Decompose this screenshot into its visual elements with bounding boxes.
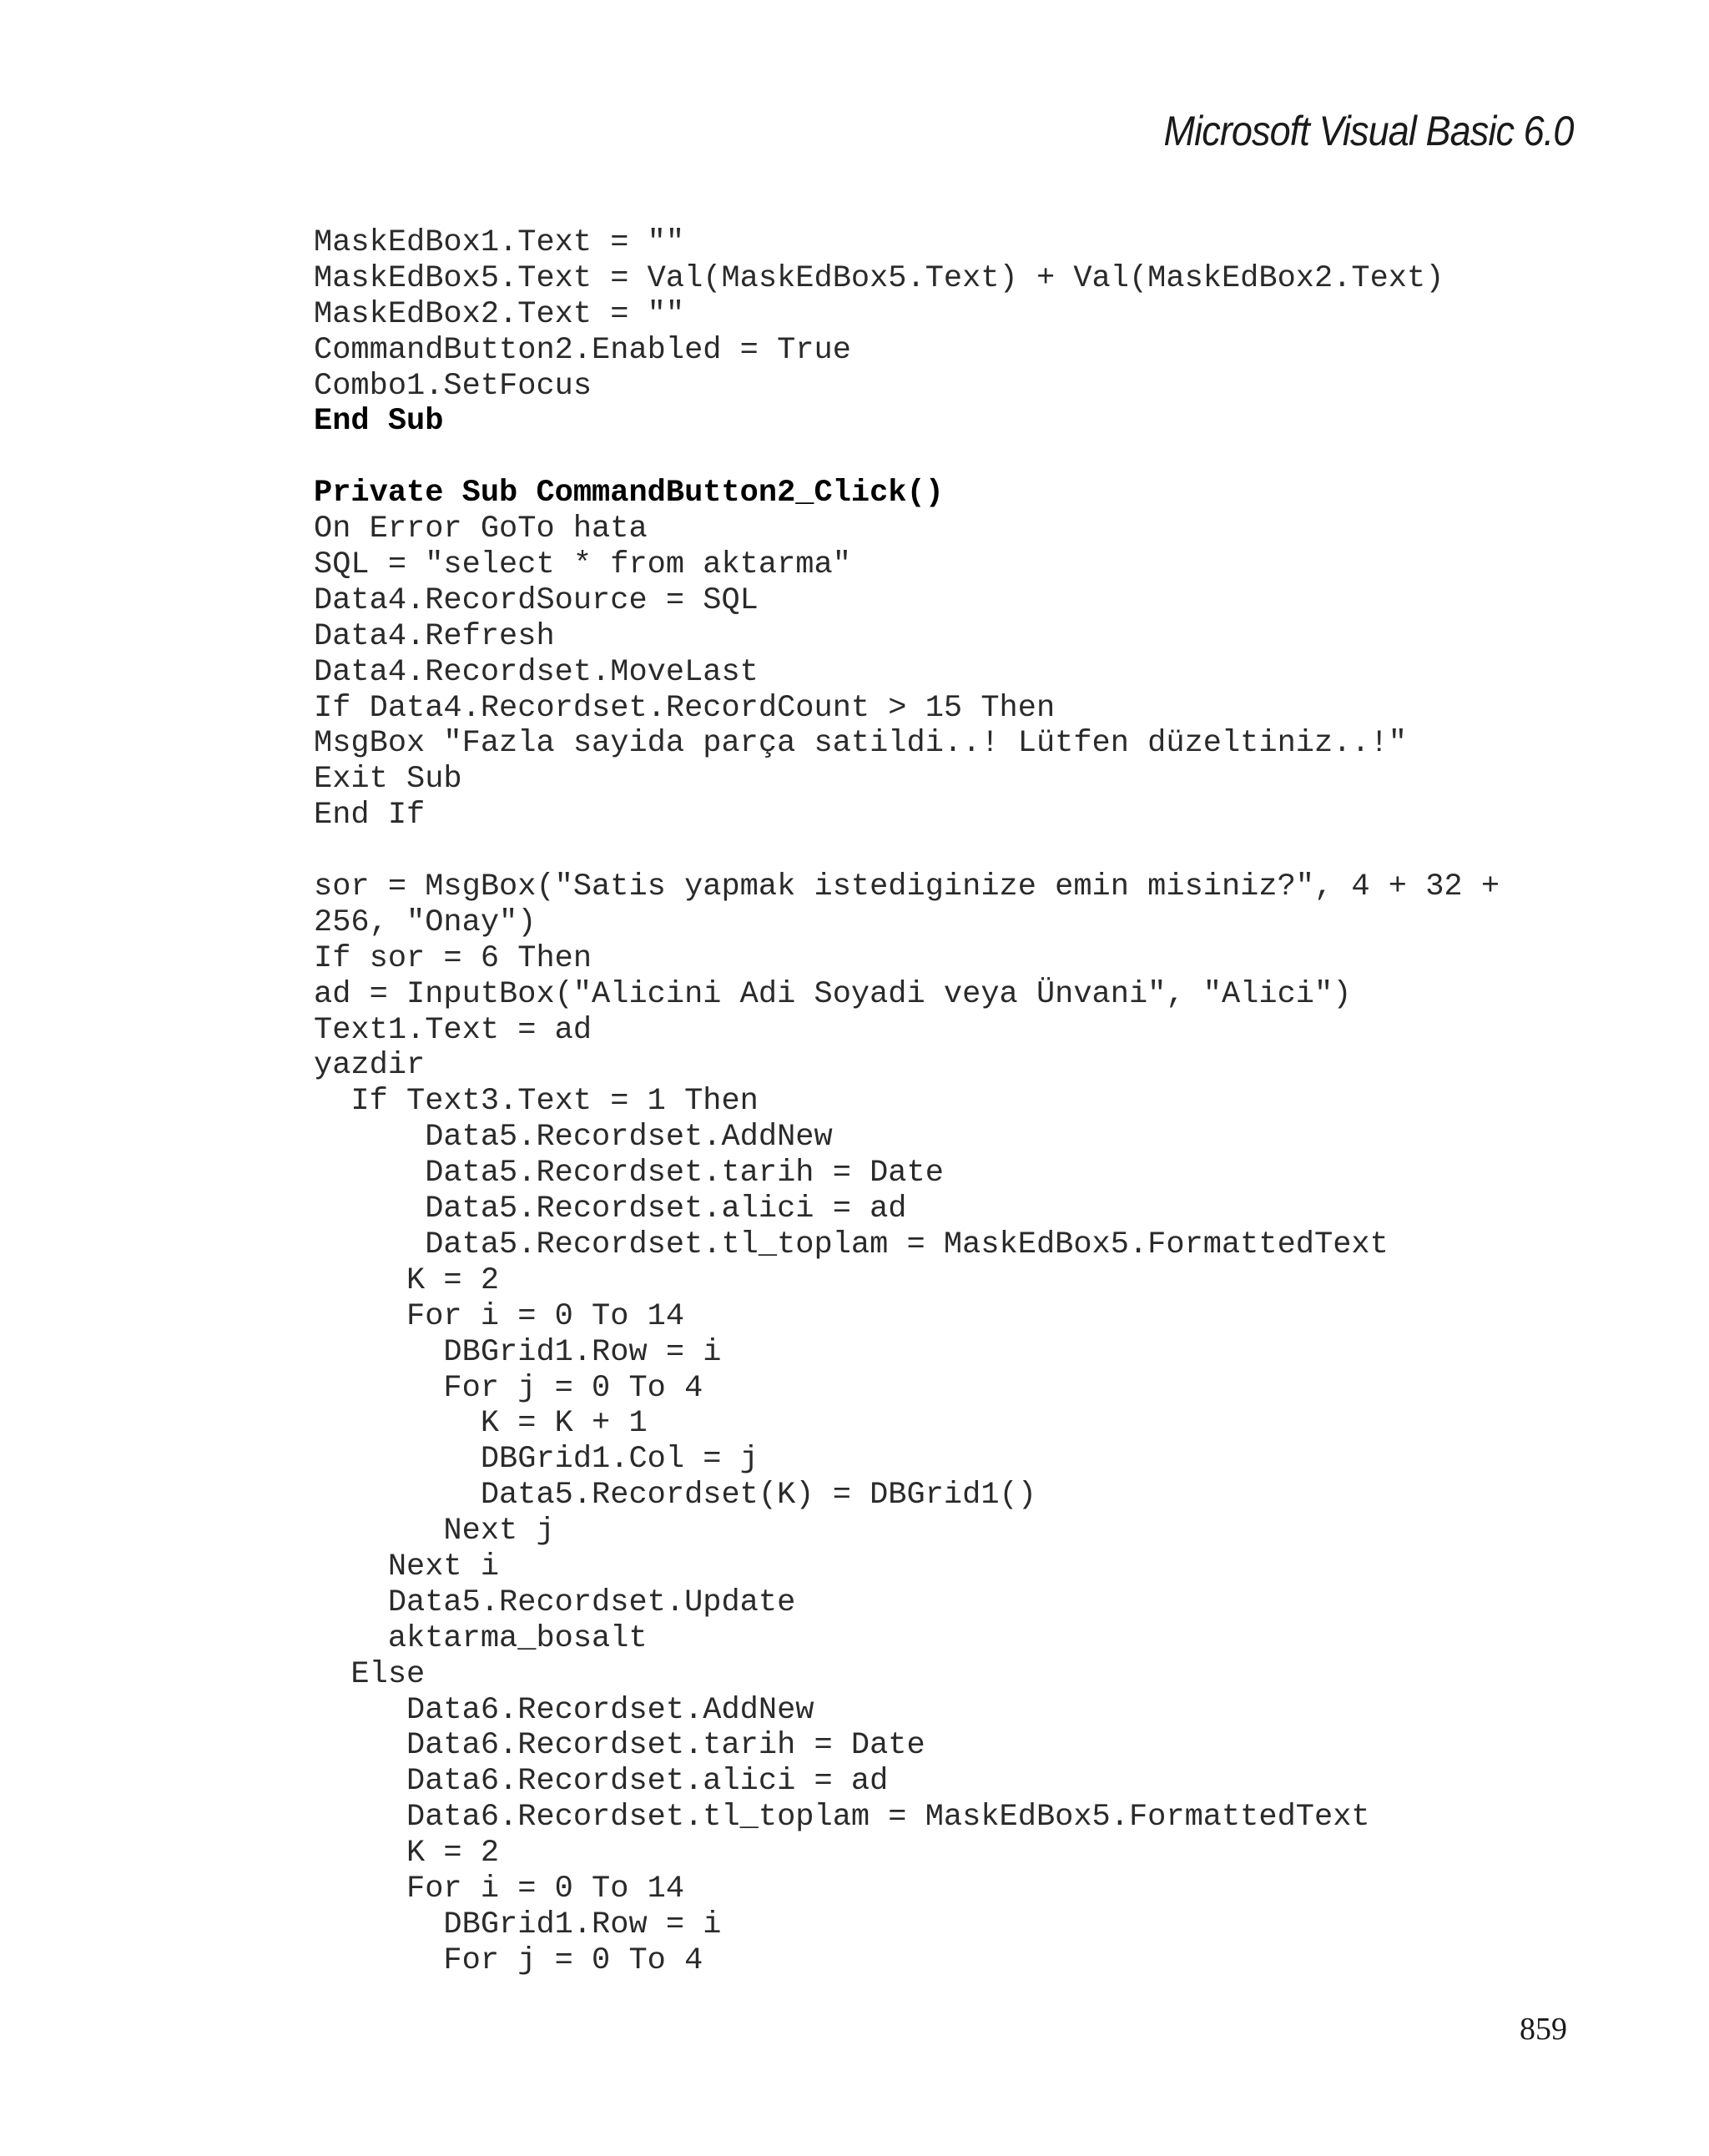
code-line: On Error GoTo hata (314, 511, 648, 547)
code-line: CommandButton2.Enabled = True (314, 332, 851, 368)
code-line: DBGrid1.Col = j (314, 1442, 759, 1478)
code-line: Data4.Refresh (314, 618, 555, 654)
code-line: If Text3.Text = 1 Then (314, 1084, 759, 1120)
code-line: Data5.Recordset.Update (314, 1584, 796, 1620)
code-line: MaskEdBox5.Text = Val(MaskEdBox5.Text) + Val(MaskEdBox2.Text) (314, 260, 1444, 296)
code-line: 256, "Onay") (314, 904, 537, 940)
code-line: ad = InputBox("Alicini Adi Soyadi veya Ünvani", "Alici") (314, 976, 1352, 1012)
code-line: Next j (314, 1514, 555, 1549)
code-line: Text1.Text = ad (314, 1012, 592, 1048)
code-line: yazdir (314, 1048, 426, 1084)
code-line: For j = 0 To 4 (314, 1942, 703, 1978)
code-line: Data5.Recordset(K) = DBGrid1() (314, 1478, 1036, 1514)
code-line: End If (314, 798, 426, 834)
code-line: K = 2 (314, 1262, 500, 1298)
code-line: SQL = "select * from aktarma" (314, 547, 851, 583)
blank-line (314, 440, 1666, 476)
code-line: Data5.Recordset.AddNew (314, 1120, 833, 1156)
code-line: Data6.Recordset.alici = ad (314, 1764, 889, 1800)
code-line: Data4.Recordset.MoveLast (314, 654, 759, 690)
code-line: aktarma_bosalt (314, 1620, 648, 1656)
code-line: K = 2 (314, 1836, 500, 1871)
code-line: Combo1.SetFocus (314, 368, 592, 404)
code-line: For i = 0 To 14 (314, 1871, 685, 1907)
page-header-title: Microsoft Visual Basic 6.0 (1164, 108, 1574, 154)
code-line: Else (314, 1656, 426, 1692)
code-line: MsgBox "Fazla sayida parça satildi..! Lütfen düzeltiniz..!" (314, 726, 1408, 762)
code-line: For i = 0 To 14 (314, 1298, 685, 1334)
code-line: Data6.Recordset.tarih = Date (314, 1728, 925, 1764)
code-line: If Data4.Recordset.RecordCount > 15 Then (314, 690, 1056, 726)
code-line: For j = 0 To 4 (314, 1370, 703, 1406)
code-line: Data5.Recordset.tl_toplam = MaskEdBox5.FormattedText (314, 1227, 1389, 1262)
code-line: Next i (314, 1549, 500, 1584)
code-line: End Sub (314, 404, 444, 440)
code-line: If sor = 6 Then (314, 940, 592, 976)
code-line: MaskEdBox2.Text = "" (314, 296, 685, 332)
code-line: Data4.RecordSource = SQL (314, 582, 759, 618)
code-line: K = K + 1 (314, 1406, 648, 1442)
code-line: DBGrid1.Row = i (314, 1907, 722, 1942)
page-number: 859 (1520, 2012, 1567, 2047)
code-line: Data5.Recordset.alici = ad (314, 1191, 907, 1227)
code-line: Private Sub CommandButton2_Click() (314, 476, 944, 511)
code-line: sor = MsgBox("Satis yapmak istediginize emin misiniz?", 4 + 32 + (314, 869, 1500, 905)
code-line: Data5.Recordset.tarih = Date (314, 1156, 944, 1191)
code-line: Data6.Recordset.AddNew (314, 1692, 814, 1728)
code-line: DBGrid1.Row = i (314, 1334, 722, 1370)
code-listing (314, 225, 1666, 1979)
code-line: Data6.Recordset.tl_toplam = MaskEdBox5.FormattedText (314, 1800, 1370, 1836)
code-line: MaskEdBox1.Text = "" (314, 225, 685, 260)
code-line: Exit Sub (314, 762, 462, 798)
blank-line (314, 834, 1666, 869)
